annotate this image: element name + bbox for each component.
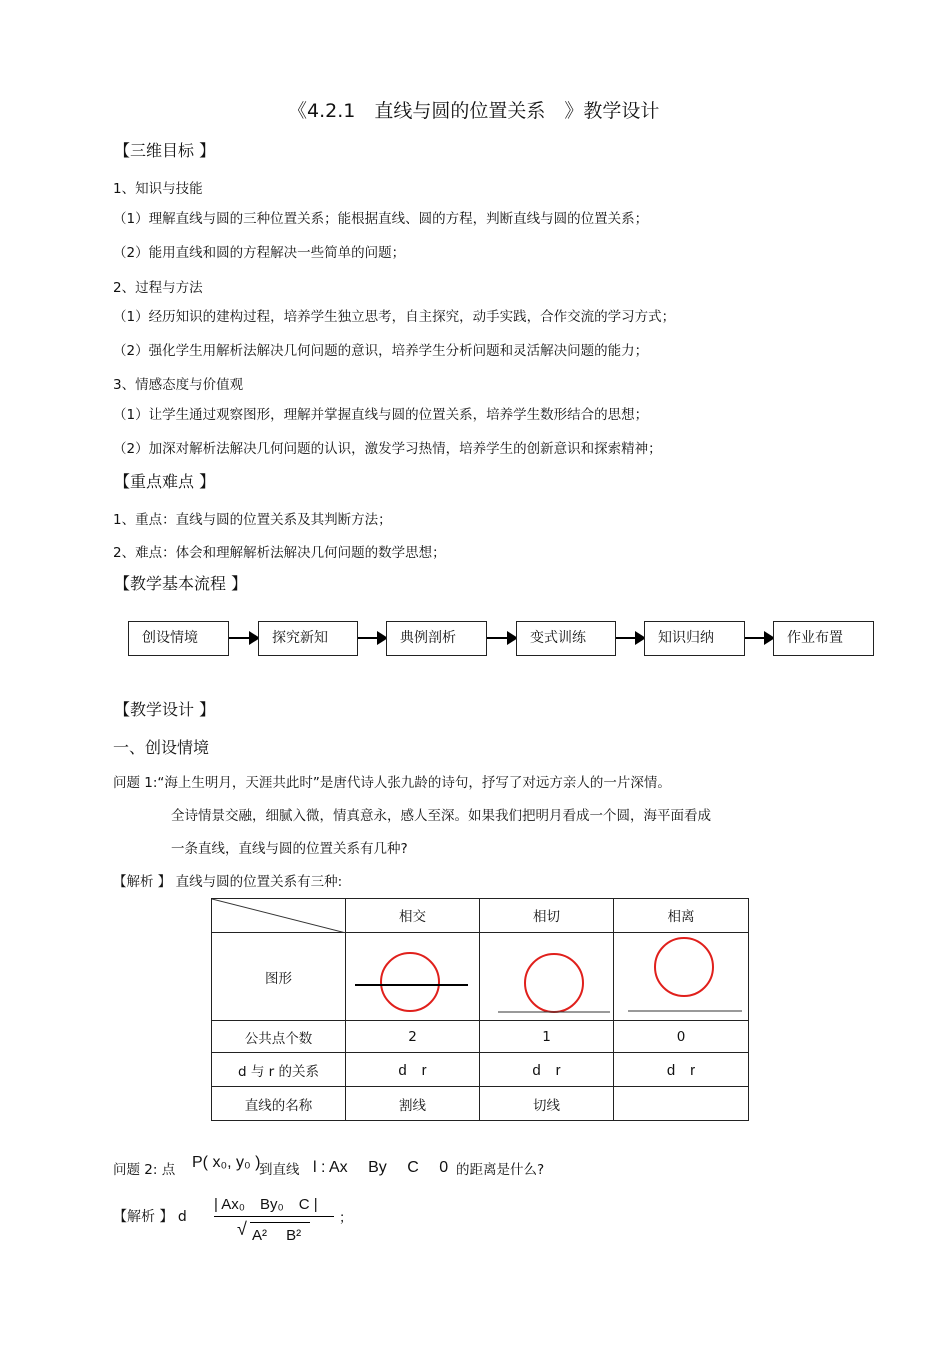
question-1-line-2: 全诗情景交融，细腻入微，情真意永，感人至深。如果我们把明月看成一个圆，海平面看成: [171, 808, 711, 824]
section-flow-heading: 【教学基本流程 】: [114, 574, 248, 593]
points-tangent: 1: [480, 1021, 614, 1053]
points-label: 公共点个数: [212, 1021, 346, 1053]
diagonal-header-cell: [212, 899, 346, 933]
dr-intersect: d r: [346, 1053, 480, 1087]
figure-separate-cell: [614, 933, 749, 1021]
question-2-prefix: 问题 2: 点: [113, 1162, 176, 1178]
goal-1-heading: 1、知识与技能: [113, 181, 203, 197]
dr-label: d 与 r 的关系: [212, 1053, 346, 1087]
tangent-figure: [480, 933, 614, 1021]
document-title: 《4.2.1 直线与圆的位置关系 》教学设计: [288, 100, 660, 122]
answer-2-end: ；: [339, 1210, 353, 1226]
question-1-line-1: 问题 1:“海上生明月，天涯共此时”是唐代诗人张九龄的诗句，抒写了对远方亲人的一片深情。: [113, 775, 671, 791]
flow-step-4: 变式训练: [516, 621, 616, 656]
section-goals-heading: 【三维目标 】: [114, 141, 216, 160]
separate-figure: [614, 933, 749, 1021]
question-1-line-3: 一条直线，直线与圆的位置关系有几种?: [171, 841, 408, 857]
answer-2-label: 【解析 】 d: [113, 1209, 187, 1225]
header-tangent: 相切: [480, 899, 614, 933]
goal-2-item-1: （1）经历知识的建构过程，培养学生独立思考，自主探究，动手实践，合作交流的学习方式；: [113, 309, 676, 325]
goal-1-item-2: （2）能用直线和圆的方程解决一些简单的问题；: [113, 245, 406, 261]
points-separate: 0: [614, 1021, 749, 1053]
flow-step-1: 创设情境: [128, 621, 229, 656]
name-tangent: 切线: [480, 1087, 614, 1121]
difficult-point: 2、难点：体会和理解解析法解决几何问题的数学思想；: [113, 545, 446, 561]
question-2-point: P( x₀, y₀ ): [192, 1154, 261, 1171]
header-intersect: 相交: [346, 899, 480, 933]
goal-2-item-2: （2）强化学生用解析法解决几何问题的意识，培养学生分析问题和灵活解决问题的能力；: [113, 343, 649, 359]
intersect-figure: [346, 933, 480, 1021]
name-intersect: 割线: [346, 1087, 480, 1121]
figure-label: 图形: [212, 933, 346, 1021]
flow-step-5: 知识归纳: [644, 621, 745, 656]
formula-numerator: | Ax₀ By₀ C |: [214, 1196, 318, 1213]
question-2-mid: 到直线: [259, 1162, 300, 1178]
dr-tangent: d r: [480, 1053, 614, 1087]
formula-denominator: A² B²: [252, 1227, 302, 1244]
flow-arrow: [358, 637, 386, 639]
sqrt-overline: [250, 1222, 310, 1223]
flow-step-6: 作业布置: [773, 621, 874, 656]
flow-arrow: [229, 637, 258, 639]
flow-arrow: [616, 637, 644, 639]
section-keypoints-heading: 【重点难点 】: [114, 472, 216, 491]
diagonal-line: [212, 899, 346, 933]
fraction-bar: [214, 1216, 334, 1217]
goal-1-item-1: （1）理解直线与圆的三种位置关系；能根据直线、圆的方程，判断直线与圆的位置关系；: [113, 211, 649, 227]
goal-3-item-1: （1）让学生通过观察图形，理解并掌握直线与圆的位置关系，培养学生数形结合的思想；: [113, 407, 649, 423]
answer-1: 【解析 】 直线与圆的位置关系有三种:: [113, 874, 343, 890]
name-separate: [614, 1087, 749, 1121]
section-design-heading: 【教学设计 】: [114, 700, 216, 719]
figure-tangent-cell: [480, 933, 614, 1021]
flow-step-2: 探究新知: [258, 621, 358, 656]
flow-arrow: [745, 637, 773, 639]
part-1-heading: 一、创设情境: [113, 738, 210, 757]
flow-arrow: [487, 637, 516, 639]
figure-intersect-cell: [346, 933, 480, 1021]
goal-2-heading: 2、过程与方法: [113, 280, 203, 296]
points-intersect: 2: [346, 1021, 480, 1053]
question-2-line: l : Ax By C 0: [313, 1159, 449, 1176]
key-point: 1、重点：直线与圆的位置关系及其判断方法；: [113, 512, 392, 528]
header-separate: 相离: [614, 899, 749, 933]
goal-3-heading: 3、情感态度与价值观: [113, 377, 244, 393]
name-label: 直线的名称: [212, 1087, 346, 1121]
sqrt-symbol: √: [237, 1219, 247, 1239]
question-2-suffix: 的距离是什么?: [456, 1162, 545, 1178]
dr-separate: d r: [614, 1053, 749, 1087]
goal-3-item-2: （2）加深对解析法解决几何问题的认识，激发学习热情，培养学生的创新意识和探索精神；: [113, 441, 662, 457]
flow-step-3: 典例剖析: [386, 621, 487, 656]
relation-table: [211, 898, 749, 1121]
